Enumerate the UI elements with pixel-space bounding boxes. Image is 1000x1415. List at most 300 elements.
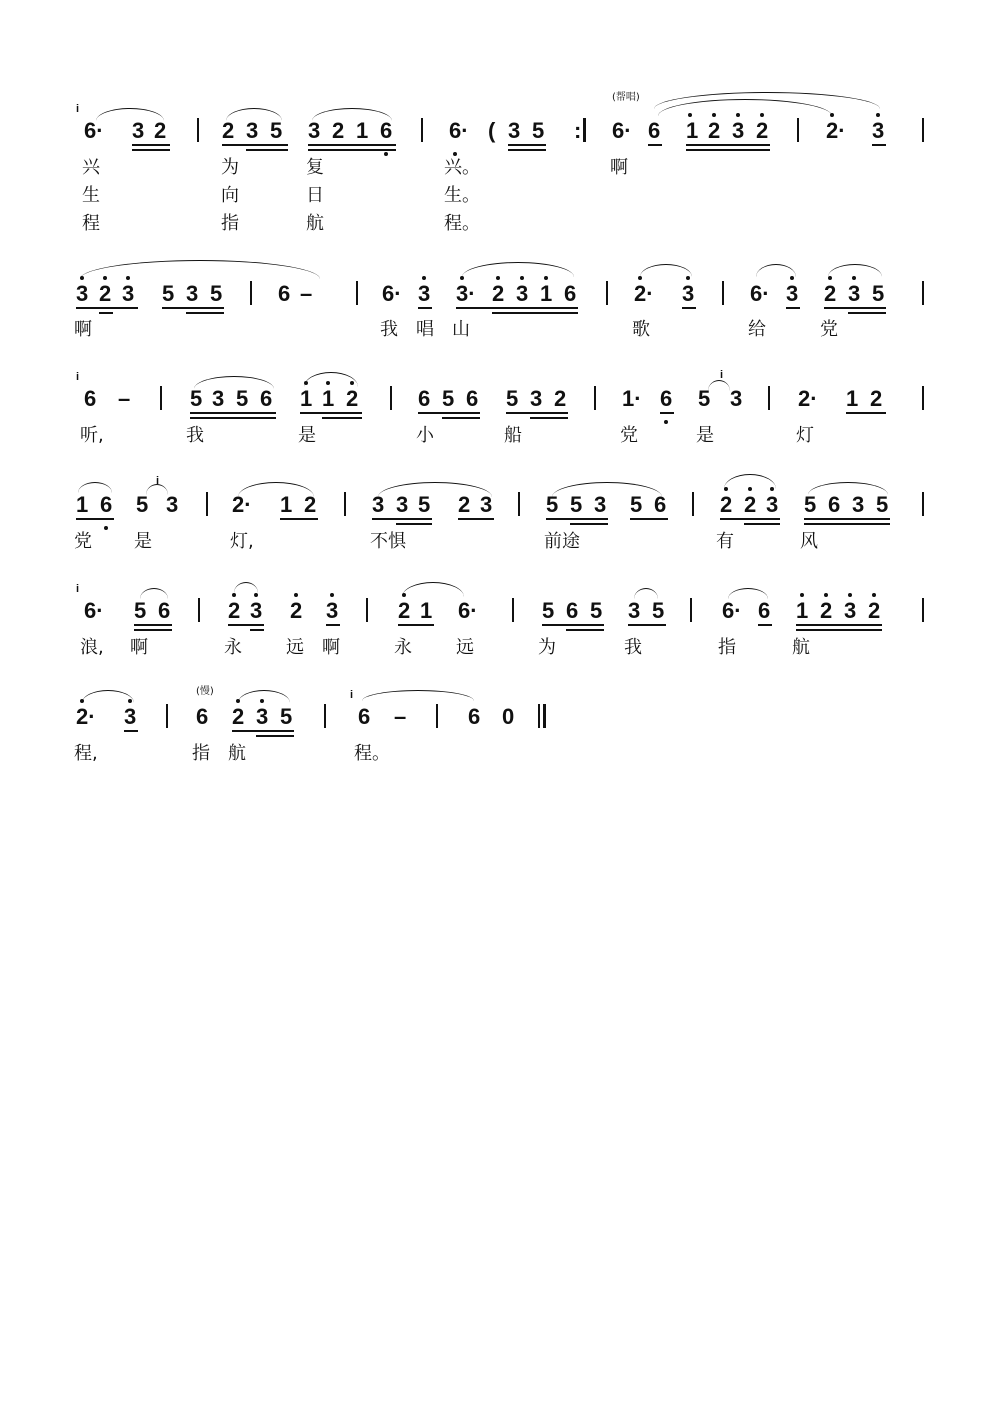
lyric-text: 有 xyxy=(716,531,734,552)
note: 5 xyxy=(236,386,249,411)
beam-underline xyxy=(322,417,362,419)
beam-underline xyxy=(124,730,138,732)
beam-underline xyxy=(246,149,288,151)
barline xyxy=(356,281,358,305)
note: 3 xyxy=(326,598,339,623)
slur-arc xyxy=(634,588,658,599)
note: 6 xyxy=(758,598,771,623)
lyric-text: 给 xyxy=(748,319,766,340)
note: 3 xyxy=(848,281,861,306)
barline xyxy=(390,386,392,410)
note: 6 xyxy=(260,386,273,411)
lyric-text: 是 xyxy=(298,425,316,446)
note: 1 xyxy=(356,118,369,143)
note: 5 xyxy=(652,598,665,623)
barline xyxy=(797,118,799,142)
lyric-text: 程, xyxy=(74,743,98,764)
note: 2· xyxy=(76,704,96,729)
beam-underline xyxy=(76,307,138,309)
barline xyxy=(922,598,924,622)
beam-underline xyxy=(508,149,546,151)
note: 3 xyxy=(872,118,885,143)
note: 2 xyxy=(232,704,245,729)
beam-underline xyxy=(132,149,170,151)
note: 6 xyxy=(380,118,393,143)
beam-underline xyxy=(458,518,494,520)
note: 3 xyxy=(256,704,269,729)
lyric-text: 为 xyxy=(538,637,556,658)
beam-underline xyxy=(132,144,170,146)
note: 3 xyxy=(418,281,431,306)
note: 2 xyxy=(868,598,881,623)
lyric-text: 浪, xyxy=(80,637,104,658)
note: 3 xyxy=(480,492,493,517)
lyric-text: 党 xyxy=(620,425,638,446)
beam-underline xyxy=(570,523,608,525)
note: 6· xyxy=(382,281,402,306)
note: 1 xyxy=(300,386,313,411)
barline xyxy=(206,492,208,516)
note: 2 xyxy=(398,598,411,623)
beam-underline xyxy=(418,307,432,309)
beam-underline xyxy=(686,149,770,151)
beam-underline xyxy=(648,144,662,146)
note: 2 xyxy=(820,598,833,623)
note: 1 xyxy=(846,386,859,411)
octave-dot xyxy=(872,593,876,597)
barline xyxy=(366,598,368,622)
note: 5 xyxy=(698,386,711,411)
lyric-text: 党 xyxy=(74,531,92,552)
beam-underline xyxy=(396,523,432,525)
beam-underline xyxy=(398,624,434,626)
note: 3 xyxy=(766,492,779,517)
barline xyxy=(512,598,514,622)
octave-dot xyxy=(232,593,236,597)
note: 6 xyxy=(158,598,171,623)
grace-note: i xyxy=(350,689,354,701)
octave-dot xyxy=(800,593,804,597)
barline xyxy=(690,598,692,622)
note: 1 xyxy=(686,118,699,143)
beam-underline xyxy=(546,518,608,520)
note: 6· xyxy=(449,118,469,143)
note: 3 xyxy=(844,598,857,623)
note: 1 xyxy=(420,598,433,623)
slur-arc xyxy=(808,482,888,495)
lyric-text: 向 xyxy=(221,185,239,206)
note: 6 xyxy=(564,281,577,306)
grace-note: i xyxy=(76,371,80,383)
slur-arc xyxy=(362,690,474,701)
note: 6· xyxy=(612,118,632,143)
beam-underline xyxy=(222,144,288,146)
note: 3 xyxy=(594,492,607,517)
barline xyxy=(922,281,924,305)
octave-dot xyxy=(453,152,457,156)
lyric-text: 是 xyxy=(696,425,714,446)
slur-arc xyxy=(226,108,282,121)
note: 3 xyxy=(186,281,199,306)
note: 6 xyxy=(278,281,291,306)
lyric-text: 啊 xyxy=(74,319,92,340)
lyric-text: 船 xyxy=(504,425,522,446)
note: 2· xyxy=(634,281,654,306)
lyric-text: 啊 xyxy=(130,637,148,658)
lyric-text: 是 xyxy=(134,531,152,552)
note: 5 xyxy=(876,492,889,517)
note: 6 xyxy=(358,704,371,729)
note: 6 xyxy=(418,386,431,411)
note: 6 xyxy=(468,704,481,729)
barline xyxy=(421,118,423,142)
beam-underline xyxy=(720,518,780,520)
lyric-text: 歌 xyxy=(632,319,650,340)
beam-underline xyxy=(190,412,276,414)
lyric-text: 日 xyxy=(306,185,324,206)
barline xyxy=(250,281,252,305)
lyric-text: 生 xyxy=(82,185,100,206)
note: 3 xyxy=(786,281,799,306)
lyric-text: 我 xyxy=(624,637,642,658)
beam-underline xyxy=(566,629,604,631)
beam-underline xyxy=(232,730,294,732)
beam-underline xyxy=(796,629,882,631)
lyric-text: 小 xyxy=(416,425,434,446)
beam-underline xyxy=(796,624,882,626)
octave-dot xyxy=(104,526,108,530)
lyric-text: 听, xyxy=(80,425,104,446)
note: 2 xyxy=(756,118,769,143)
note: – xyxy=(394,704,407,729)
slur-arc xyxy=(238,482,314,497)
note: 6· xyxy=(750,281,770,306)
barline xyxy=(160,386,162,410)
lyric-text: 为 xyxy=(221,157,239,178)
note: 5 xyxy=(136,492,149,517)
note: 2 xyxy=(824,281,837,306)
barline xyxy=(722,281,724,305)
beam-underline xyxy=(530,417,568,419)
note: 2 xyxy=(228,598,241,623)
lyric-text: 风 xyxy=(800,531,818,552)
lyric-text: 指 xyxy=(192,743,210,764)
lyric-text: 前途 xyxy=(544,531,580,552)
beam-underline xyxy=(506,412,568,414)
note: 2 xyxy=(708,118,721,143)
grace-note: i xyxy=(76,103,80,115)
beam-underline xyxy=(786,307,800,309)
note: 5 xyxy=(532,118,545,143)
beam-underline xyxy=(326,624,340,626)
note: 3 xyxy=(76,281,89,306)
lyric-text: 远 xyxy=(286,637,304,658)
note: 3 xyxy=(132,118,145,143)
slur-arc xyxy=(708,380,730,391)
lyric-text: 永 xyxy=(394,637,412,658)
note: 6 xyxy=(566,598,579,623)
lyric-text: 兴。 xyxy=(444,157,480,178)
note: 3 xyxy=(530,386,543,411)
beam-underline xyxy=(372,518,432,520)
note: 2 xyxy=(99,281,112,306)
slur-arc xyxy=(146,484,168,495)
beam-underline xyxy=(134,629,172,631)
slur-arc xyxy=(828,264,882,277)
beam-underline xyxy=(456,307,578,309)
note: 6 xyxy=(196,704,209,729)
note: 3 xyxy=(730,386,743,411)
octave-dot xyxy=(664,420,668,424)
note: 2 xyxy=(222,118,235,143)
note: 5 xyxy=(134,598,147,623)
grace-note: i xyxy=(720,369,724,381)
lyric-text: 啊 xyxy=(610,157,628,178)
barline xyxy=(518,492,520,516)
note: 3 xyxy=(246,118,259,143)
note: 3 xyxy=(732,118,745,143)
note: 5 xyxy=(872,281,885,306)
beam-underline xyxy=(846,412,886,414)
barline xyxy=(543,704,546,728)
note: 5 xyxy=(546,492,559,517)
lyric-text: 永 xyxy=(224,637,242,658)
note: 3 xyxy=(124,704,137,729)
note: 3 xyxy=(396,492,409,517)
slur-arc xyxy=(238,690,290,703)
slur-arc xyxy=(378,482,492,497)
beam-underline xyxy=(492,312,578,314)
note: 6 xyxy=(466,386,479,411)
slur-arc xyxy=(82,690,134,703)
beam-underline xyxy=(542,624,604,626)
note: 5 xyxy=(506,386,519,411)
note: 2 xyxy=(290,598,303,623)
beam-underline xyxy=(660,412,674,414)
beam-underline xyxy=(280,518,318,520)
lyric-text: 啊 xyxy=(322,637,340,658)
beam-underline xyxy=(250,629,264,631)
note: 1 xyxy=(280,492,293,517)
beam-underline xyxy=(744,523,780,525)
beam-underline xyxy=(308,149,396,151)
note: 5 xyxy=(210,281,223,306)
octave-dot xyxy=(330,593,334,597)
note: – xyxy=(118,386,131,411)
note: 5 xyxy=(590,598,603,623)
note: 2 xyxy=(332,118,345,143)
note: 2 xyxy=(154,118,167,143)
barline xyxy=(344,492,346,516)
lyric-text: 指 xyxy=(718,637,736,658)
beam-underline xyxy=(228,624,264,626)
beam-underline xyxy=(682,307,696,309)
grace-note: i xyxy=(76,583,80,595)
note: 3 xyxy=(508,118,521,143)
beam-underline xyxy=(804,518,890,520)
note: 5 xyxy=(804,492,817,517)
slur-arc xyxy=(140,588,168,599)
note: 5 xyxy=(442,386,455,411)
note: 2· xyxy=(798,386,818,411)
note: 2 xyxy=(870,386,883,411)
slur-arc xyxy=(304,372,358,387)
note: 5 xyxy=(418,492,431,517)
note: 1 xyxy=(322,386,335,411)
note: 1· xyxy=(622,386,642,411)
barline xyxy=(166,704,168,728)
note: 6 xyxy=(654,492,667,517)
slur-arc xyxy=(654,92,880,109)
lyric-text: 兴 xyxy=(82,157,100,178)
barline xyxy=(583,118,586,142)
lyric-text: 我 xyxy=(186,425,204,446)
note: 3· xyxy=(456,281,476,306)
note: 2· xyxy=(826,118,846,143)
note: 1 xyxy=(796,598,809,623)
slur-arc xyxy=(552,482,662,497)
note: 5 xyxy=(280,704,293,729)
note: 2 xyxy=(304,492,317,517)
lyric-text: 程。 xyxy=(354,743,390,764)
beam-underline xyxy=(824,307,886,309)
beam-underline xyxy=(300,412,362,414)
note: 3 xyxy=(212,386,225,411)
barline xyxy=(606,281,608,305)
note: 3 xyxy=(372,492,385,517)
barline xyxy=(324,704,326,728)
note: 6· xyxy=(84,118,104,143)
note: 6 xyxy=(648,118,661,143)
note: 5 xyxy=(162,281,175,306)
slur-arc xyxy=(728,588,768,599)
note: 5 xyxy=(542,598,555,623)
slur-arc xyxy=(756,264,796,277)
slur-arc xyxy=(234,582,258,593)
beam-underline xyxy=(256,735,294,737)
slur-arc xyxy=(96,108,164,121)
note: 3 xyxy=(122,281,135,306)
note: 3 xyxy=(682,281,695,306)
performance-mark: (帮唱) xyxy=(612,92,640,103)
note: 3 xyxy=(516,281,529,306)
note: ( xyxy=(488,118,496,143)
barline xyxy=(538,704,540,728)
note: 2 xyxy=(458,492,471,517)
beam-underline xyxy=(76,518,114,520)
lyric-text: 远 xyxy=(456,637,474,658)
note: 5 xyxy=(570,492,583,517)
barline xyxy=(922,492,924,516)
note: 3 xyxy=(628,598,641,623)
lyric-text: 党 xyxy=(820,319,838,340)
note: 3 xyxy=(308,118,321,143)
note: : xyxy=(574,118,582,143)
lyric-text: 航 xyxy=(228,743,246,764)
lyric-text: 航 xyxy=(792,637,810,658)
slur-arc xyxy=(640,264,692,277)
grace-note: i xyxy=(156,475,160,487)
note: 6· xyxy=(84,598,104,623)
beam-underline xyxy=(758,624,772,626)
lyric-text: 灯 xyxy=(796,425,814,446)
beam-underline xyxy=(308,144,396,146)
barline xyxy=(436,704,438,728)
barline xyxy=(692,492,694,516)
slur-arc xyxy=(78,482,112,493)
slur-arc xyxy=(402,582,464,597)
note: – xyxy=(300,281,313,306)
beam-underline xyxy=(508,144,546,146)
lyric-text: 生。 xyxy=(444,185,480,206)
note: 2 xyxy=(720,492,733,517)
beam-underline xyxy=(186,312,224,314)
beam-underline xyxy=(804,523,890,525)
note: 1 xyxy=(540,281,553,306)
note: 6 xyxy=(84,386,97,411)
note: 5 xyxy=(270,118,283,143)
note: 2 xyxy=(554,386,567,411)
octave-dot xyxy=(254,593,258,597)
slur-arc xyxy=(724,474,776,489)
lyric-text: 我 xyxy=(380,319,398,340)
slur-arc xyxy=(194,376,274,389)
note: 5 xyxy=(630,492,643,517)
octave-dot xyxy=(876,113,880,117)
lyric-text: 不惧 xyxy=(370,531,406,552)
beam-underline xyxy=(190,417,276,419)
note: 6· xyxy=(458,598,478,623)
note: 3 xyxy=(166,492,179,517)
slur-arc xyxy=(312,108,392,121)
note: 3 xyxy=(250,598,263,623)
octave-dot xyxy=(294,593,298,597)
slur-arc xyxy=(462,262,574,277)
note: 6 xyxy=(828,492,841,517)
note: 5 xyxy=(190,386,203,411)
note: 3 xyxy=(852,492,865,517)
barline xyxy=(198,598,200,622)
barline xyxy=(922,118,924,142)
barline xyxy=(768,386,770,410)
barline xyxy=(922,386,924,410)
beam-underline xyxy=(872,144,886,146)
note: 6 xyxy=(100,492,113,517)
beam-underline xyxy=(99,312,113,314)
note: 2 xyxy=(492,281,505,306)
lyric-text: 程。 xyxy=(444,213,480,234)
lyric-text: 山 xyxy=(452,319,470,340)
note: 2 xyxy=(346,386,359,411)
barline xyxy=(594,386,596,410)
slur-arc xyxy=(80,260,320,279)
lyric-text: 航 xyxy=(306,213,324,234)
beam-underline xyxy=(848,312,886,314)
beam-underline xyxy=(628,624,666,626)
octave-dot xyxy=(422,276,426,280)
beam-underline xyxy=(442,417,480,419)
note: 6 xyxy=(660,386,673,411)
note: 1 xyxy=(76,492,89,517)
beam-underline xyxy=(418,412,480,414)
note: 0 xyxy=(502,704,515,729)
lyric-text: 唱 xyxy=(416,319,434,340)
performance-mark: (慢) xyxy=(196,686,214,697)
octave-dot xyxy=(384,152,388,156)
lyric-text: 程 xyxy=(82,213,100,234)
beam-underline xyxy=(134,624,172,626)
note: 2· xyxy=(232,492,252,517)
